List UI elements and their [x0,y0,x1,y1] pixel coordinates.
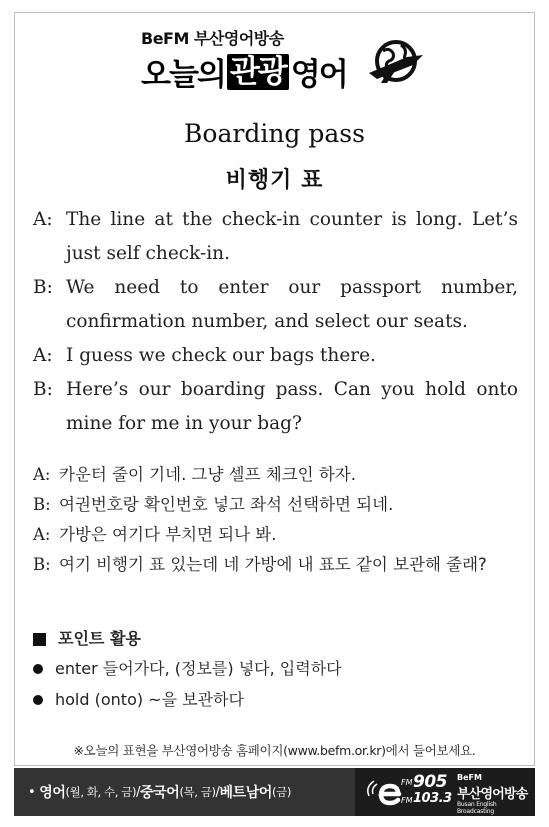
separator: / [136,784,141,800]
dialogue-line [33,373,518,441]
dialogue-line [33,460,518,490]
days-english: (월, 화, 수, 금) [65,785,137,799]
dialogue-text: 여권번호랑 확인번호 넣고 좌석 선택하면 되네. [59,495,394,514]
dialogue-text: I guess we check our bags there. [66,345,376,366]
key-point-item [33,684,518,715]
dot-bullet-icon [33,695,43,705]
brand-small: BeFM [457,773,482,782]
key-points-title: 포인트 활용 [58,629,141,648]
separator: / [215,784,220,800]
header [15,13,534,113]
speaker-label: A: [33,525,51,544]
dialogue-line [33,490,518,520]
program-title-highlight: 관광 [227,54,289,90]
fm-label: FM [401,778,413,787]
station-name: BeFM 부산영어방송 [141,29,284,48]
website-note: ※오늘의 표현을 부산영어방송 홈페이지(www.befm.or.kr)에서 들어보세요. [73,743,476,758]
dialogue-line [33,339,518,373]
brand-english: Busan English Broadcasting [457,801,497,815]
speaker-label: B: [33,277,53,298]
broadcast-schedule [14,768,355,816]
language-chinese: 중국어 [140,785,180,801]
speaker-label: B: [33,495,51,514]
language-vietnamese: 베트남어 [219,785,273,801]
brand-korean: 부산영어방송 [457,787,528,802]
bullet: • [28,784,36,800]
fm-label: FM [401,796,413,805]
speaker-label: B: [33,379,53,400]
befm-logo [355,768,535,816]
english-dialogue [33,203,518,441]
dialogue-text: 가방은 여기다 부치면 되나 봐. [59,525,277,544]
dialogue-text: We need to enter our passport number, confirmation number, and select our seats. [66,277,518,332]
dialogue-text: 카운터 줄이 기네. 그냥 셀프 체크인 하자. [59,465,356,484]
dialogue-text: Here’s our boarding pass. Can you hold onto mine for me in your bag? [66,379,518,434]
speaker-label: A: [33,209,53,230]
program-title [141,49,347,94]
square-bullet-icon [33,633,46,646]
days-vietnamese: (금) [272,785,291,799]
frequency-primary: 905 [413,772,447,792]
dialogue-line [33,271,518,339]
key-point-item [33,653,518,684]
program-title-before: 오늘의 [141,57,225,93]
befm-e-logo-icon [367,774,403,810]
speaker-label: B: [33,555,51,574]
key-points [33,625,518,715]
days-chinese: (목, 금) [179,785,216,799]
frequency-secondary: 103.3 [413,791,452,806]
speaker-label: A: [33,465,51,484]
program-title-after: 영어 [290,57,347,93]
dialogue-line [33,550,518,580]
page-title: Boarding pass [184,119,365,148]
speaker-label: A: [33,345,53,366]
dot-bullet-icon [33,664,43,674]
key-point-text: enter 들어가다, (정보를) 넣다, 입력하다 [55,659,342,678]
page-subtitle: 비행기 표 [225,168,324,193]
footer-bar [14,768,535,816]
key-point-text: hold (onto) ~을 보관하다 [55,690,244,709]
korean-dialogue [33,460,518,580]
dialogue-line [33,520,518,550]
dialogue-text: 여기 비행기 표 있는데 네 가방에 내 표도 같이 보관해 줄래? [59,555,487,574]
dialogue-text: The line at the check-in counter is long. Let’s just self check-in. [66,209,518,264]
language-english: 영어 [39,785,66,801]
dialogue-line [33,203,518,271]
lesson-card [14,12,535,766]
globe-airplane-icon [367,35,425,87]
key-points-heading [33,625,518,653]
